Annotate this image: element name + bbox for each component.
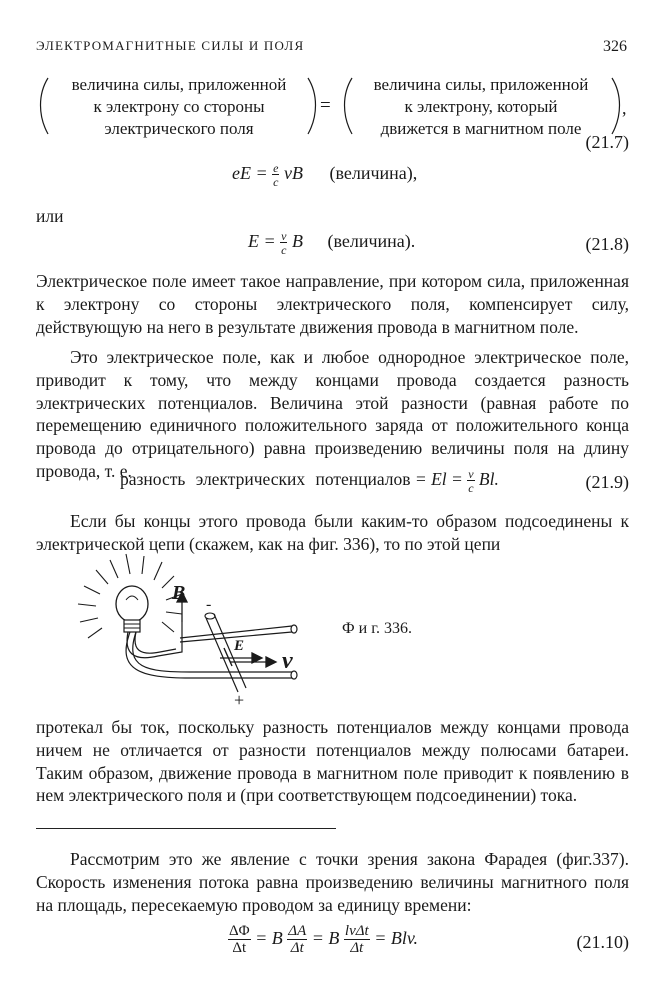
fraction-dA-dt [287,924,307,956]
eq-left-line: электрического поля [104,119,254,138]
eq-part: = B [311,928,340,949]
figure-336 [70,552,330,712]
eq-right-text [348,74,614,140]
frac-num: e [273,161,279,175]
frac-den: Δt [232,940,247,956]
eq-21-9-formula [120,468,499,494]
paragraph-2: Это электрическое поле, как и любое однородное электрическое поле, приводит к тому, что между концами провода создается разность электрических потенциалов. Величина этой разности (равная работе по перемещению единичного положительного заряда от положительного конца провода до отрицательного) равна произведению величины поля на длину провода, т. е. [36,347,629,481]
eq-rhs: Bl. [478,469,499,490]
fraction-lvdt-dt [344,924,370,956]
eq-number-21-9: (21.9) [585,472,629,492]
eq-21-8-formula [248,230,415,256]
fraction-dPhi-dt [228,924,251,956]
frac-num: ΔΦ [229,923,250,939]
eq-21-7-formula [232,162,417,188]
eq-lhs: E = [248,231,276,252]
frac-num: v [468,467,474,481]
eq-21-7-verbal [36,72,636,142]
paragraph-3: Если бы концы этого провода были каким-то образом подсоединены к электрической цепи (скажем, как на фиг. 336), то по этой цепи [36,511,629,554]
frac-num: ΔA [288,923,307,939]
eq-mid: = El = [414,469,463,490]
frac-den: c [468,481,474,495]
label-B: B [172,582,186,604]
separator-rule [36,828,336,829]
eq-number-21-7: (21.7) [585,132,629,152]
running-header: ЭЛЕКТРОМАГНИТНЫЕ СИЛЫ И ПОЛЯ [36,38,305,53]
frac-num: lvΔt [344,923,369,939]
figure-drawing [70,552,330,712]
eq-right-line: величина силы, приложенной [373,75,589,94]
fraction-e-over-c [272,162,279,188]
frac-den: Δt [290,940,304,956]
page-number: 326 [603,38,627,55]
paragraph-5: Рассмотрим это же явление с точки зрения закона Фарадея (фиг.337). Скорость изменения потока равна произведению величины магнитного поля на площадь, пересекаемую проводом за единицу времени: [36,849,629,915]
fraction-v-over-c [467,468,474,494]
figure-caption: Ф и г. 336. [342,620,412,637]
paragraph-1: Электрическое поле имеет такое направление, при котором сила, приложенная к электрону со стороны электрического поля, компенсирует силу, действующую на него в результате движения провода в магнитном поле. [36,271,629,337]
label-minus: - [206,596,212,613]
frac-den: c [273,175,279,189]
eq-right-line: к электрону, который [404,97,558,116]
eq-rhs: B [291,231,303,252]
label-v: v [282,648,293,674]
label-plus: + [234,690,245,710]
eq-comma: , [622,98,627,118]
label-E: E [234,638,245,654]
frac-den: Δt [350,940,364,956]
eq-number-21-10: (21.10) [576,932,629,952]
eq-rhs: vB [283,163,303,184]
eq-right-line: движется в магнитном поле [380,119,582,138]
eq-left-text [48,74,310,140]
or-word: или [36,206,64,226]
eq-part: = Blv. [374,928,418,949]
eq-note: (величина), [329,163,418,184]
frac-num: v [281,229,287,243]
eq-left-line: к электрону со стороны [93,97,265,116]
light-bulb-icon [116,586,148,632]
eq-21-10-formula [228,924,418,956]
eq-part: = B [255,928,283,949]
paragraph-4: протекал бы ток, поскольку разность потенциалов между концами провода ничем не отличается от разности потенциалов между полюсами батареи. Таким образом, движение провода в магнитном поле приводит к появлению в нем электрического поля и (при соответствующем подсоединении) тока. [36,717,629,806]
eq-equals-sign: = [320,95,331,116]
frac-den: c [281,243,287,257]
eq-text: разность электрических потенциалов [120,469,411,490]
eq-number-21-8: (21.8) [585,234,629,254]
eq-note: (величина). [327,231,416,252]
eq-left-line: величина силы, приложенной [71,75,287,94]
eq-lhs: eE = [232,163,268,184]
fraction-v-over-c [280,230,287,256]
